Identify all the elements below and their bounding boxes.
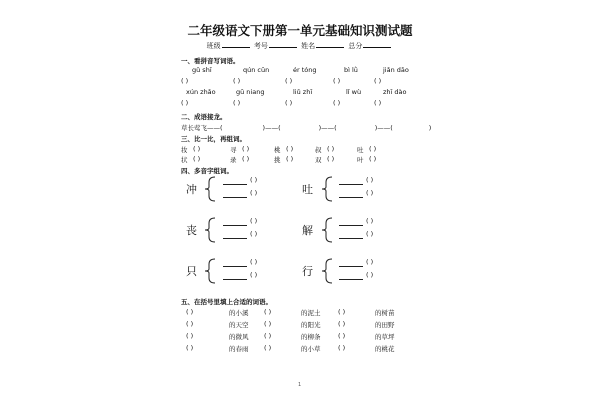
answer-box[interactable]: ( ) [186,332,194,340]
fill-item: 的泥土 [301,309,321,317]
number-blank[interactable] [269,40,297,48]
name-blank[interactable] [316,40,344,48]
compare-char: 状 [181,156,188,164]
answer-box[interactable]: ( ) [181,77,189,85]
answer-box[interactable]: ( ) [250,217,258,225]
name-label: 姓名 [301,42,316,50]
polyphone-char: 行 [302,265,313,278]
section-1-heading: 一、看拼音写词语。 [181,57,240,65]
compare-char: 挑 [274,156,281,164]
brace-icon [203,217,217,243]
answer-box[interactable]: ( ) [264,320,272,328]
answer-line[interactable] [223,197,247,198]
fill-item: 的小草 [301,345,321,353]
answer-box[interactable]: ( ) [369,155,377,163]
fill-item: 的柳条 [301,333,321,341]
answer-line[interactable] [339,266,363,267]
answer-box[interactable]: ( ) [242,145,250,153]
answer-box[interactable]: ( ) [338,344,346,352]
pinyin-2-4: lǐ wù [346,88,362,96]
answer-box[interactable]: ( ) [366,258,374,266]
answer-line[interactable] [223,279,247,280]
answer-box[interactable]: ( ) [338,308,346,316]
brace-icon [320,176,334,202]
answer-line[interactable] [223,184,247,185]
pinyin-1-5: jiǎn dāo [383,66,409,74]
answer-line[interactable] [339,279,363,280]
section-3-heading: 三、比一比，再组词。 [181,135,246,143]
score-label: 总分 [348,42,363,50]
answer-line[interactable] [339,197,363,198]
polyphone-char: 吐 [302,183,313,196]
pinyin-1-1: gǔ shī [192,66,212,74]
answer-box[interactable]: ( ) [374,77,382,85]
answer-box[interactable]: ( ) [374,99,382,107]
fill-item: 的田野 [375,321,395,329]
answer-box[interactable]: ( ) [242,155,250,163]
pinyin-1-2: qún cūn [243,66,270,74]
answer-box[interactable]: ( ) [338,332,346,340]
idiom-link: )——( [318,124,337,132]
answer-box[interactable]: ( ) [264,308,272,316]
fill-item: 的微风 [229,333,249,341]
brace-icon [203,258,217,284]
compare-char: 吐 [357,146,364,154]
answer-line[interactable] [223,266,247,267]
answer-box[interactable]: ( ) [264,344,272,352]
compare-char: 妆 [181,146,188,154]
compare-char: 双 [315,156,322,164]
fill-item: 的阳光 [301,321,321,329]
answer-box[interactable]: ( ) [285,99,293,107]
score-blank[interactable] [363,40,391,48]
answer-line[interactable] [339,238,363,239]
pinyin-2-3: liǔ zhī [293,88,313,96]
answer-box[interactable]: ( ) [286,145,294,153]
idiom-end: ) [428,124,432,132]
fill-item: 的小溪 [229,309,249,317]
page-title: 二年级语文下册第一单元基础知识测试题 [187,23,413,38]
idiom-link: )——( [262,124,281,132]
answer-box[interactable]: ( ) [186,344,194,352]
answer-box[interactable]: ( ) [327,155,335,163]
answer-box[interactable]: ( ) [250,230,258,238]
answer-box[interactable]: ( ) [181,99,189,107]
number-label: 考号 [253,42,268,50]
compare-char: 叶 [357,156,364,164]
pinyin-2-2: gū niang [236,88,265,96]
class-label: 班级 [206,42,221,50]
answer-box[interactable]: ( ) [286,155,294,163]
answer-box[interactable]: ( ) [366,230,374,238]
answer-box[interactable]: ( ) [264,332,272,340]
idiom-link: )——( [374,124,393,132]
polyphone-char: 解 [302,224,313,237]
section-4-heading: 四、多音字组词。 [181,167,233,175]
pinyin-1-4: bì lǜ [344,66,358,74]
answer-box[interactable]: ( ) [333,99,341,107]
answer-line[interactable] [223,238,247,239]
fill-item: 的天空 [229,321,249,329]
student-info-line [0,40,600,51]
section-2-heading: 二、成语接龙。 [181,113,227,121]
answer-box[interactable]: ( ) [186,308,194,316]
answer-line[interactable] [339,225,363,226]
fill-item: 的树苗 [375,309,395,317]
answer-box[interactable]: ( ) [193,155,201,163]
idiom-start: 草长莺飞——( [181,124,223,132]
brace-icon [320,217,334,243]
compare-char: 寻 [230,146,237,154]
fill-item: 的草坪 [375,333,395,341]
answer-box[interactable]: ( ) [369,145,377,153]
answer-box[interactable]: ( ) [366,189,374,197]
brace-icon [203,176,217,202]
answer-box[interactable]: ( ) [186,320,194,328]
answer-box[interactable]: ( ) [333,77,341,85]
answer-box[interactable]: ( ) [250,271,258,279]
answer-box[interactable]: ( ) [233,77,241,85]
answer-box[interactable]: ( ) [366,176,374,184]
answer-box[interactable]: ( ) [250,176,258,184]
compare-char: 叔 [315,146,322,154]
answer-box[interactable]: ( ) [366,217,374,225]
answer-line[interactable] [339,184,363,185]
polyphone-char: 冲 [186,183,197,196]
fill-item: 的桃花 [375,345,395,353]
section-5-heading: 五、在括号里填上合适的词语。 [181,298,272,306]
page-number: 1 [298,382,302,388]
pinyin-2-1: xún zhǎo [186,88,216,96]
polyphone-char: 丧 [186,224,197,237]
brace-icon [320,258,334,284]
answer-box[interactable]: ( ) [338,320,346,328]
fill-item: 的春雨 [229,345,249,353]
answer-box[interactable]: ( ) [250,258,258,266]
compare-char: 桃 [274,146,281,154]
class-blank[interactable] [222,40,250,48]
answer-box[interactable]: ( ) [233,99,241,107]
answer-box[interactable]: ( ) [250,189,258,197]
answer-line[interactable] [223,225,247,226]
polyphone-char: 只 [186,265,197,278]
answer-box[interactable]: ( ) [327,145,335,153]
idiom-chain [181,123,431,132]
answer-box[interactable]: ( ) [285,77,293,85]
pinyin-1-3: ér tóng [293,66,317,74]
answer-box[interactable]: ( ) [366,271,374,279]
compare-char: 录 [230,156,237,164]
pinyin-2-5: zhī dào [383,88,407,96]
answer-box[interactable]: ( ) [193,145,201,153]
